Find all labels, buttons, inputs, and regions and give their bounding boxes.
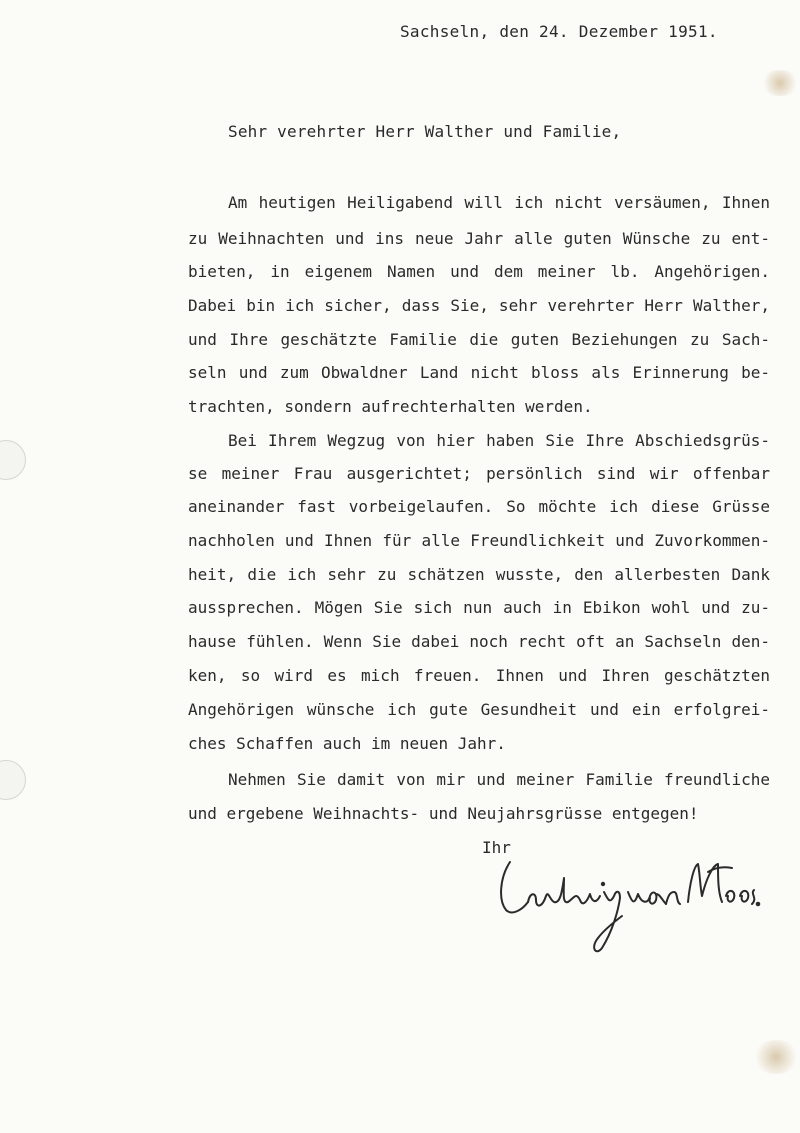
body-line: seln und zum Obwaldner Land nicht bloss als Erinnerung be-	[188, 363, 770, 382]
closing: Ihr	[482, 838, 511, 857]
body-line: Am heutigen Heiligabend will ich nicht versäumen, Ihnen	[228, 193, 770, 212]
body-line: zu Weihnachten und ins neue Jahr alle guten Wünsche zu ent-	[188, 229, 770, 248]
body-line: aussprechen. Mögen Sie sich nun auch in Ebikon wohl und zu-	[188, 598, 770, 617]
body-line: und Ihre geschätzte Familie die guten Beziehungen zu Sach-	[188, 330, 770, 349]
body-line: hause fühlen. Wenn Sie dabei noch recht oft an Sachseln den-	[188, 632, 770, 651]
body-line: Dabei bin ich sicher, dass Sie, sehr verehrter Herr Walther,	[188, 296, 770, 315]
body-line: trachten, sondern aufrechterhalten werden.	[188, 397, 593, 416]
body-line: ken, so wird es mich freuen. Ihnen und Ihren geschätzten	[188, 666, 770, 685]
place-date-line: Sachseln, den 24. Dezember 1951.	[400, 22, 718, 41]
body-line: und ergebene Weihnachts- und Neujahrsgrüsse entgegen!	[188, 804, 699, 823]
paper-stain-top-right	[760, 70, 800, 96]
body-line: Bei Ihrem Wegzug von hier haben Sie Ihre Abschiedsgrüs-	[228, 431, 770, 450]
salutation: Sehr verehrter Herr Walther und Familie,	[228, 122, 622, 141]
handwritten-signature	[492, 852, 762, 962]
body-line: heit, die ich sehr zu schätzen wusste, den allerbesten Dank	[188, 565, 770, 584]
paper-stain-bottom-right	[752, 1040, 800, 1074]
body-line: ches Schaffen auch im neuen Jahr.	[188, 734, 506, 753]
body-line: Angehörigen wünsche ich gute Gesundheit und ein erfolgrei-	[188, 700, 770, 719]
body-line: bieten, in eigenem Namen und dem meiner lb. Angehörigen.	[188, 262, 770, 281]
punch-hole-top	[0, 440, 26, 480]
body-line: Nehmen Sie damit von mir und meiner Familie freundliche	[228, 770, 770, 789]
body-line: nachholen und Ihnen für alle Freundlichkeit und Zuvorkommen-	[188, 531, 770, 550]
body-line: se meiner Frau ausgerichtet; persönlich sind wir offenbar	[188, 464, 770, 483]
body-line: aneinander fast vorbeigelaufen. So möchte ich diese Grüsse	[188, 497, 770, 516]
punch-hole-bottom	[0, 760, 26, 800]
